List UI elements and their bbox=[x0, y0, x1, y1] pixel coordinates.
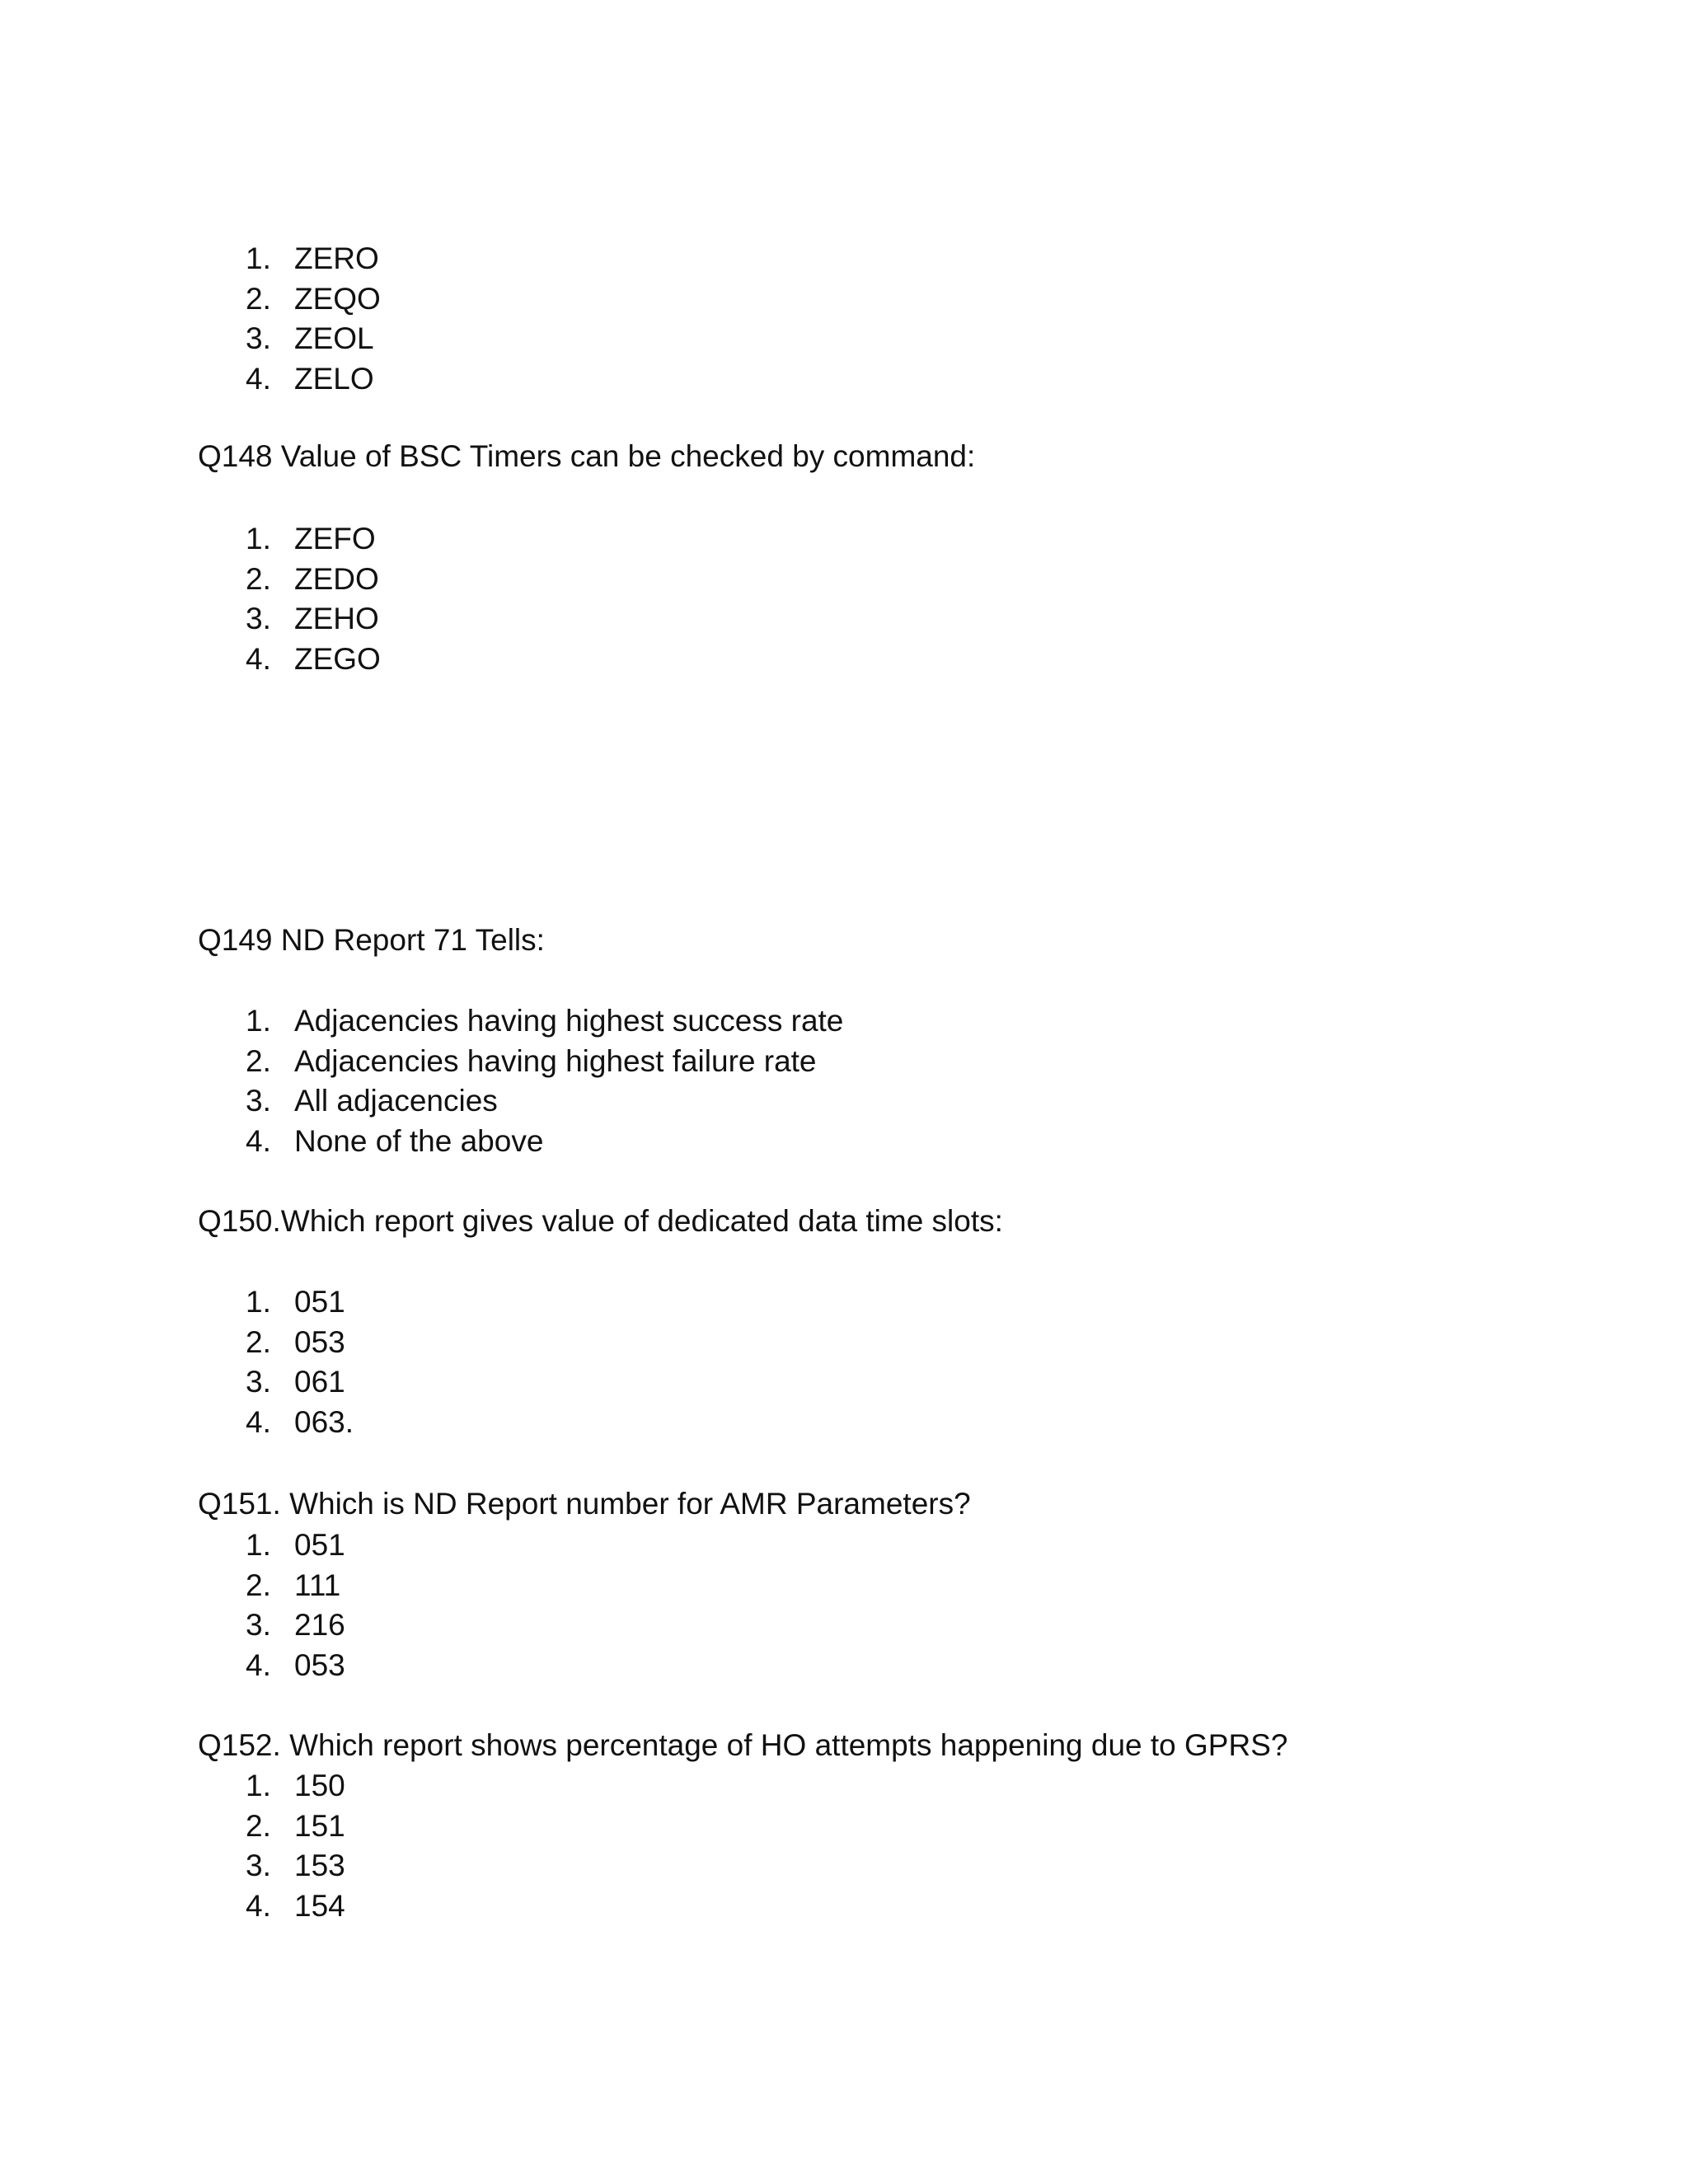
option-text: 154 bbox=[294, 1888, 345, 1923]
option-text: ZERO bbox=[294, 241, 379, 275]
option-number: 1. bbox=[246, 522, 271, 555]
option-text: ZEFO bbox=[294, 522, 376, 555]
option-text: 051 bbox=[294, 1285, 345, 1319]
option-number: 4. bbox=[246, 361, 271, 396]
option-text: ZELO bbox=[294, 361, 374, 396]
option-number: 1. bbox=[246, 1528, 271, 1562]
option-number: 4. bbox=[246, 1404, 271, 1439]
option-text: ZEGO bbox=[294, 641, 381, 676]
option-text: 061 bbox=[294, 1365, 345, 1399]
option-text: ZEQO bbox=[294, 281, 381, 316]
option-number: 2. bbox=[246, 561, 271, 596]
option-text: None of the above bbox=[294, 1123, 544, 1158]
option-text: 216 bbox=[294, 1608, 345, 1643]
option-number: 4. bbox=[246, 1647, 271, 1682]
option-text: ZEOL bbox=[294, 321, 374, 356]
option-text: ZEDO bbox=[294, 561, 379, 596]
option-number: 3. bbox=[246, 602, 271, 636]
option-number: 1. bbox=[246, 1285, 271, 1319]
option-text: 053 bbox=[294, 1324, 345, 1359]
option-text: 151 bbox=[294, 1808, 345, 1843]
option-number: 3. bbox=[246, 1849, 271, 1883]
option-number: 2. bbox=[246, 1043, 271, 1078]
question-text: Q152. Which report shows percentage of HO attempts happening due to GPRS? bbox=[198, 1728, 1288, 1762]
option-number: 4. bbox=[246, 641, 271, 676]
option-text: 051 bbox=[294, 1528, 345, 1562]
option-text: All adjacencies bbox=[294, 1084, 498, 1118]
option-text: 111 bbox=[294, 1568, 341, 1602]
option-text: 063. bbox=[294, 1404, 354, 1439]
question-text: Q150.Which report gives value of dedicated data time slots: bbox=[198, 1204, 1003, 1238]
option-number: 3. bbox=[246, 321, 271, 356]
option-text: Adjacencies having highest success rate bbox=[294, 1004, 844, 1038]
option-number: 2. bbox=[246, 281, 271, 316]
option-number: 1. bbox=[246, 1004, 271, 1038]
option-number: 2. bbox=[246, 1808, 271, 1843]
question-text: Q151. Which is ND Report number for AMR Parameters? bbox=[198, 1487, 971, 1521]
option-number: 3. bbox=[246, 1084, 271, 1118]
option-number: 4. bbox=[246, 1888, 271, 1923]
option-text: Adjacencies having highest failure rate bbox=[294, 1043, 817, 1078]
option-text: 150 bbox=[294, 1769, 345, 1802]
question-text: Q149 ND Report 71 Tells: bbox=[198, 923, 545, 957]
option-number: 1. bbox=[246, 241, 271, 275]
option-number: 3. bbox=[246, 1365, 271, 1399]
option-number: 4. bbox=[246, 1123, 271, 1158]
option-number: 1. bbox=[246, 1769, 271, 1802]
option-text: 053 bbox=[294, 1647, 345, 1682]
option-number: 2. bbox=[246, 1324, 271, 1359]
option-text: 153 bbox=[294, 1849, 345, 1883]
option-text: ZEHO bbox=[294, 602, 379, 636]
option-number: 2. bbox=[246, 1568, 271, 1602]
question-text: Q148 Value of BSC Timers can be checked by command: bbox=[198, 439, 976, 473]
option-number: 3. bbox=[246, 1608, 271, 1643]
